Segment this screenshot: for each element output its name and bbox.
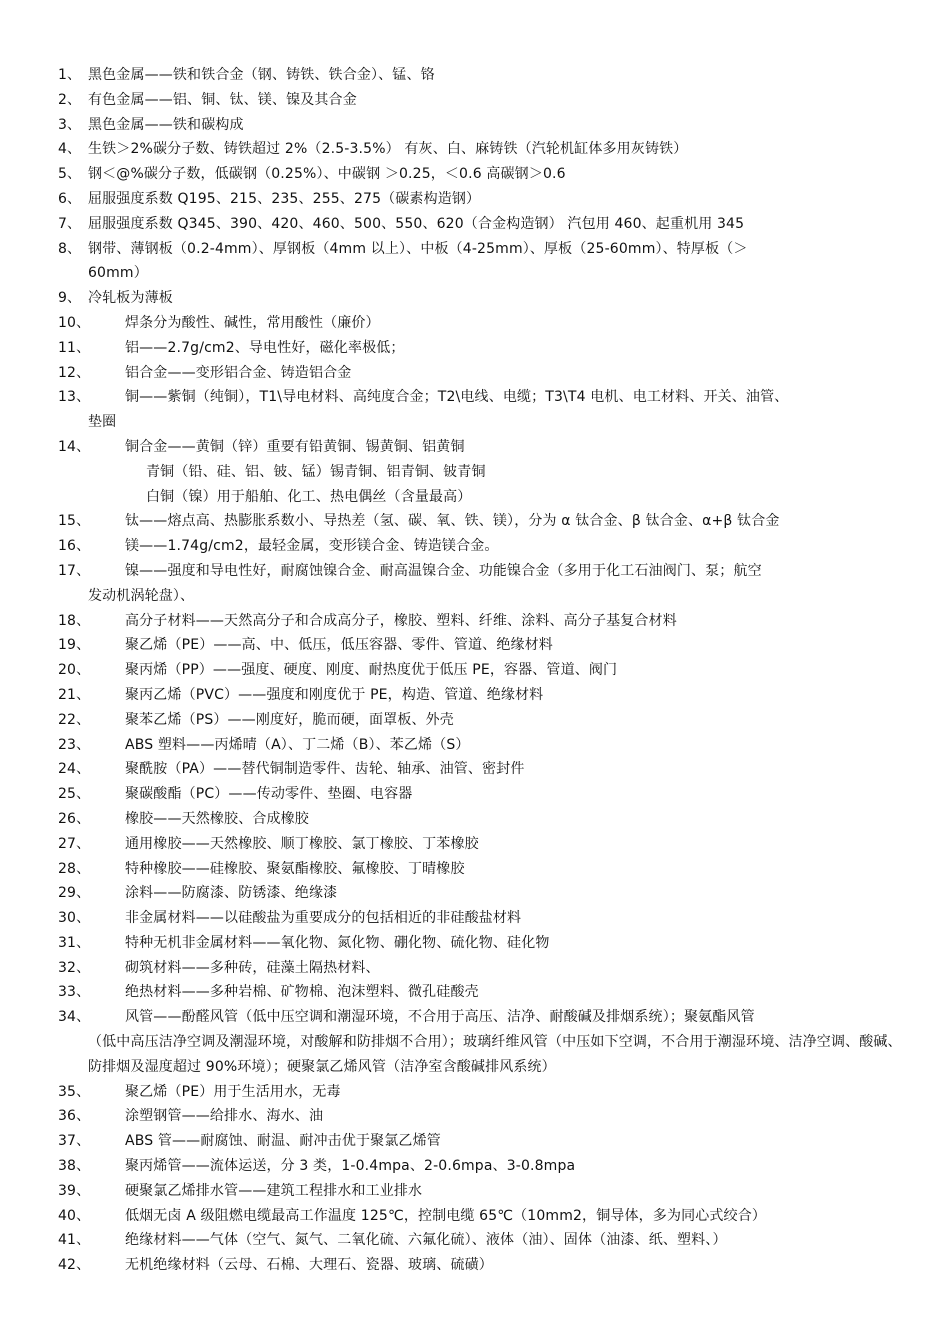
item-text: 聚乙烯（PE）用于生活用水，无毒 <box>125 1083 341 1100</box>
list-item <box>58 1005 910 1030</box>
list-item <box>58 113 910 138</box>
list-item <box>58 881 910 906</box>
list-item <box>58 311 910 336</box>
item-number: 17、 <box>58 562 91 579</box>
list-item <box>58 658 910 683</box>
item-number: 18、 <box>58 612 91 629</box>
item-text: 镍——强度和导电性好，耐腐蚀镍合金、耐高温镍合金、功能镍合金（多用于化工石油阀门、泵；航空 <box>125 562 762 579</box>
item-text: 生铁＞2%碳分子数、铸铁超过 2%（2.5-3.5%） 有灰、白、麻铸铁（汽轮机缸体多用灰铸铁） <box>88 141 688 158</box>
item-text: 屈服强度系数 Q195、215、235、255、275（碳素构造钢） <box>88 190 481 207</box>
list-item <box>58 1104 910 1129</box>
item-number: 20、 <box>58 662 91 679</box>
item-continuation: 60mm） <box>88 265 148 282</box>
list-item <box>58 733 910 758</box>
item-text: ABS 管——耐腐蚀、耐温、耐冲击优于聚氯乙烯管 <box>125 1133 441 1150</box>
item-text: 黑色金属——铁和碳构成 <box>88 116 244 133</box>
item-text: 非金属材料——以硅酸盐为重要成分的包括相近的非硅酸盐材料 <box>125 910 522 927</box>
list-item <box>58 1080 910 1105</box>
list-item <box>58 782 910 807</box>
list-item <box>58 683 910 708</box>
item-text: 聚酰胺（PA）——替代铜制造零件、齿轮、轴承、油管、密封件 <box>125 761 525 778</box>
list-item <box>58 361 910 386</box>
list-item <box>58 534 910 559</box>
item-number: 30、 <box>58 910 91 927</box>
item-text: 绝热材料——多种岩棉、矿物棉、泡沫塑料、微孔硅酸壳 <box>125 984 479 1001</box>
item-number: 39、 <box>58 1182 91 1199</box>
item-number: 8、 <box>58 240 82 257</box>
item-continuation: （低中高压洁净空调及潮湿环境，对酸解和防排烟不合用）；玻璃纤维风管（中压如下空调，不合用于潮湿环境、洁净空调、酸碱、防排烟及湿度超过 90%环境）；硬聚氯乙烯风管（洁净室含酸碱排风系统） <box>88 1034 902 1075</box>
list-item <box>58 237 910 262</box>
item-text: 聚丙烯管——流体运送，分 3 类，1-0.4mpa、2-0.6mpa、3-0.8mpa <box>125 1158 576 1175</box>
list-item <box>58 162 910 187</box>
item-number: 1、 <box>58 67 82 83</box>
item-number: 22、 <box>58 711 91 728</box>
list-item <box>58 212 910 237</box>
list-item <box>58 931 910 956</box>
item-text: 无机绝缘材料（云母、石棉、大理石、瓷器、玻璃、硫磺） <box>125 1257 493 1274</box>
item-text: 铝合金——变形铝合金、铸造铝合金 <box>125 364 352 381</box>
item-text: 硬聚氯乙烯排水管——建筑工程排水和工业排水 <box>125 1182 423 1199</box>
item-text: 绝缘材料——气体（空气、氮气、二氧化硫、六氟化硫）、液体（油）、固体（油漆、纸、塑料、） <box>125 1232 727 1249</box>
item-number: 14、 <box>58 438 91 455</box>
item-continuation: 垫圈 <box>88 414 117 431</box>
item-number: 7、 <box>58 215 82 232</box>
item-number: 38、 <box>58 1158 91 1175</box>
item-number: 4、 <box>58 141 82 158</box>
item-text: 镁——1.74g/cm2，最轻金属，变形镁合金、铸造镁合金。 <box>125 538 499 555</box>
item-number: 34、 <box>58 1009 91 1026</box>
list-item <box>58 559 910 584</box>
item-number: 16、 <box>58 538 91 555</box>
item-text: 黑色金属——铁和铁合金（钢、铸铁、铁合金）、锰、铬 <box>88 67 435 83</box>
item-number: 29、 <box>58 885 91 902</box>
item-text: 低烟无卤 A 级阻燃电缆最高工作温度 125℃，控制电缆 65℃（10mm2，铜导体，多为同心式绞合） <box>125 1207 767 1224</box>
list-item <box>58 63 910 88</box>
item-number: 27、 <box>58 835 91 852</box>
list-item <box>58 88 910 113</box>
item-text: 聚苯乙烯（PS）——刚度好，脆而硬，面罩板、外壳 <box>125 711 454 728</box>
list-item <box>58 1129 910 1154</box>
item-text: 通用橡胶——天然橡胶、顺丁橡胶、氯丁橡胶、丁苯橡胶 <box>125 835 479 852</box>
item-number: 40、 <box>58 1207 91 1224</box>
list-item <box>58 385 910 410</box>
list-item <box>58 187 910 212</box>
item-text: 特种无机非金属材料——氧化物、氮化物、硼化物、硫化物、硅化物 <box>125 934 550 951</box>
item-subline: 青铜（铅、硅、铝、铍、锰）锡青铜、铝青铜、铍青铜 <box>146 463 486 480</box>
item-number: 26、 <box>58 810 91 827</box>
list-item <box>58 1228 910 1253</box>
item-number: 33、 <box>58 984 91 1001</box>
item-number: 41、 <box>58 1232 91 1249</box>
item-number: 28、 <box>58 860 91 877</box>
item-number: 32、 <box>58 959 91 976</box>
list-item <box>58 1204 910 1229</box>
list-item <box>58 435 910 460</box>
item-text: 砌筑材料——多种砖，硅藻土隔热材料、 <box>125 959 380 976</box>
item-number: 2、 <box>58 91 82 108</box>
list-item <box>58 1179 910 1204</box>
item-number: 10、 <box>58 314 91 331</box>
item-number: 42、 <box>58 1257 91 1274</box>
list-item <box>58 757 910 782</box>
item-text: 冷轧板为薄板 <box>88 290 173 307</box>
item-number: 9、 <box>58 290 82 307</box>
list-item <box>58 1154 910 1179</box>
item-text: 聚丙烯（PP）——强度、硬度、刚度、耐热度优于低压 PE，容器、管道、阀门 <box>125 662 618 679</box>
list-item <box>58 956 910 981</box>
item-text: 高分子材料——天然高分子和合成高分子，橡胶、塑料、纤维、涂料、高分子基复合材料 <box>125 612 677 629</box>
list-item <box>58 609 910 634</box>
item-number: 37、 <box>58 1133 91 1150</box>
item-text: 橡胶——天然橡胶、合成橡胶 <box>125 810 309 827</box>
item-text: 风管——酚醛风管（低中压空调和潮湿环境，不合用于高压、洁净、耐酸碱及排烟系统）；聚氨酯风管 <box>125 1009 755 1026</box>
list-item <box>58 807 910 832</box>
list-item <box>58 509 910 534</box>
item-text: 钢带、薄钢板（0.2-4mm）、厚钢板（4mm 以上）、中板（4-25mm）、厚板（25-60mm）、特厚板（＞ <box>88 240 748 257</box>
item-number: 12、 <box>58 364 91 381</box>
item-continuation: 发动机涡轮盘）、 <box>88 587 195 604</box>
numbered-list <box>58 63 910 1278</box>
item-text: 聚丙乙烯（PVC）——强度和刚度优于 PE，构造、管道、绝缘材料 <box>125 686 544 703</box>
item-number: 36、 <box>58 1108 91 1125</box>
item-text: 特种橡胶——硅橡胶、聚氨酯橡胶、氟橡胶、丁晴橡胶 <box>125 860 465 877</box>
item-number: 25、 <box>58 786 91 803</box>
item-number: 6、 <box>58 190 82 207</box>
item-text: 铜——紫铜（纯铜），T1\导电材料、高纯度合金；T2\电线、电缆；T3\T4 电机、电工材料、开关、油管、 <box>125 389 789 406</box>
item-text: 涂料——防腐漆、防锈漆、绝缘漆 <box>125 885 338 902</box>
item-number: 5、 <box>58 166 82 183</box>
item-text: 铜合金——黄铜（锌）重要有铅黄铜、锡黄铜、铝黄铜 <box>125 438 465 455</box>
item-subline: 白铜（镍）用于船舶、化工、热电偶丝（含量最高） <box>146 488 472 505</box>
list-item <box>58 137 910 162</box>
list-item <box>58 336 910 361</box>
item-number: 21、 <box>58 686 91 703</box>
list-item <box>58 832 910 857</box>
item-text: 聚碳酸酯（PC）——传动零件、垫圈、电容器 <box>125 786 413 803</box>
list-item <box>58 286 910 311</box>
item-number: 35、 <box>58 1083 91 1100</box>
item-text: 涂塑钢管——给排水、海水、油 <box>125 1108 324 1125</box>
list-item <box>58 980 910 1005</box>
item-text: 钢＜@%碳分子数，低碳钢（0.25%）、中碳钢 ＞0.25，＜0.6 高碳钢＞0.6 <box>88 166 566 183</box>
item-number: 24、 <box>58 761 91 778</box>
list-item <box>58 1253 910 1278</box>
item-text: 钛——熔点高、热膨胀系数小、导热差（氢、碳、氧、铁、镁），分为 α 钛合金、β 钛合金、α+β 钛合金 <box>125 513 780 530</box>
list-item <box>58 857 910 882</box>
item-number: 13、 <box>58 389 91 406</box>
item-number: 11、 <box>58 339 91 356</box>
item-number: 19、 <box>58 637 91 654</box>
item-number: 3、 <box>58 116 82 133</box>
list-item <box>58 633 910 658</box>
item-text: ABS 塑料——丙烯晴（A）、丁二烯（B）、苯乙烯（S） <box>125 736 470 753</box>
item-text: 焊条分为酸性、碱性，常用酸性（廉价） <box>125 314 380 331</box>
item-number: 23、 <box>58 736 91 753</box>
list-item <box>58 906 910 931</box>
item-number: 15、 <box>58 513 91 530</box>
item-text: 屈服强度系数 Q345、390、420、460、500、550、620（合金构造钢） 汽包用 460、起重机用 345 <box>88 215 745 232</box>
item-text: 聚乙烯（PE）——高、中、低压，低压容器、零件、管道、绝缘材料 <box>125 637 553 654</box>
item-text: 有色金属——铝、铜、钛、镁、镍及其合金 <box>88 91 357 108</box>
list-item <box>58 708 910 733</box>
item-number: 31、 <box>58 934 91 951</box>
item-text: 铝——2.7g/cm2、导电性好，磁化率极低； <box>125 339 405 356</box>
